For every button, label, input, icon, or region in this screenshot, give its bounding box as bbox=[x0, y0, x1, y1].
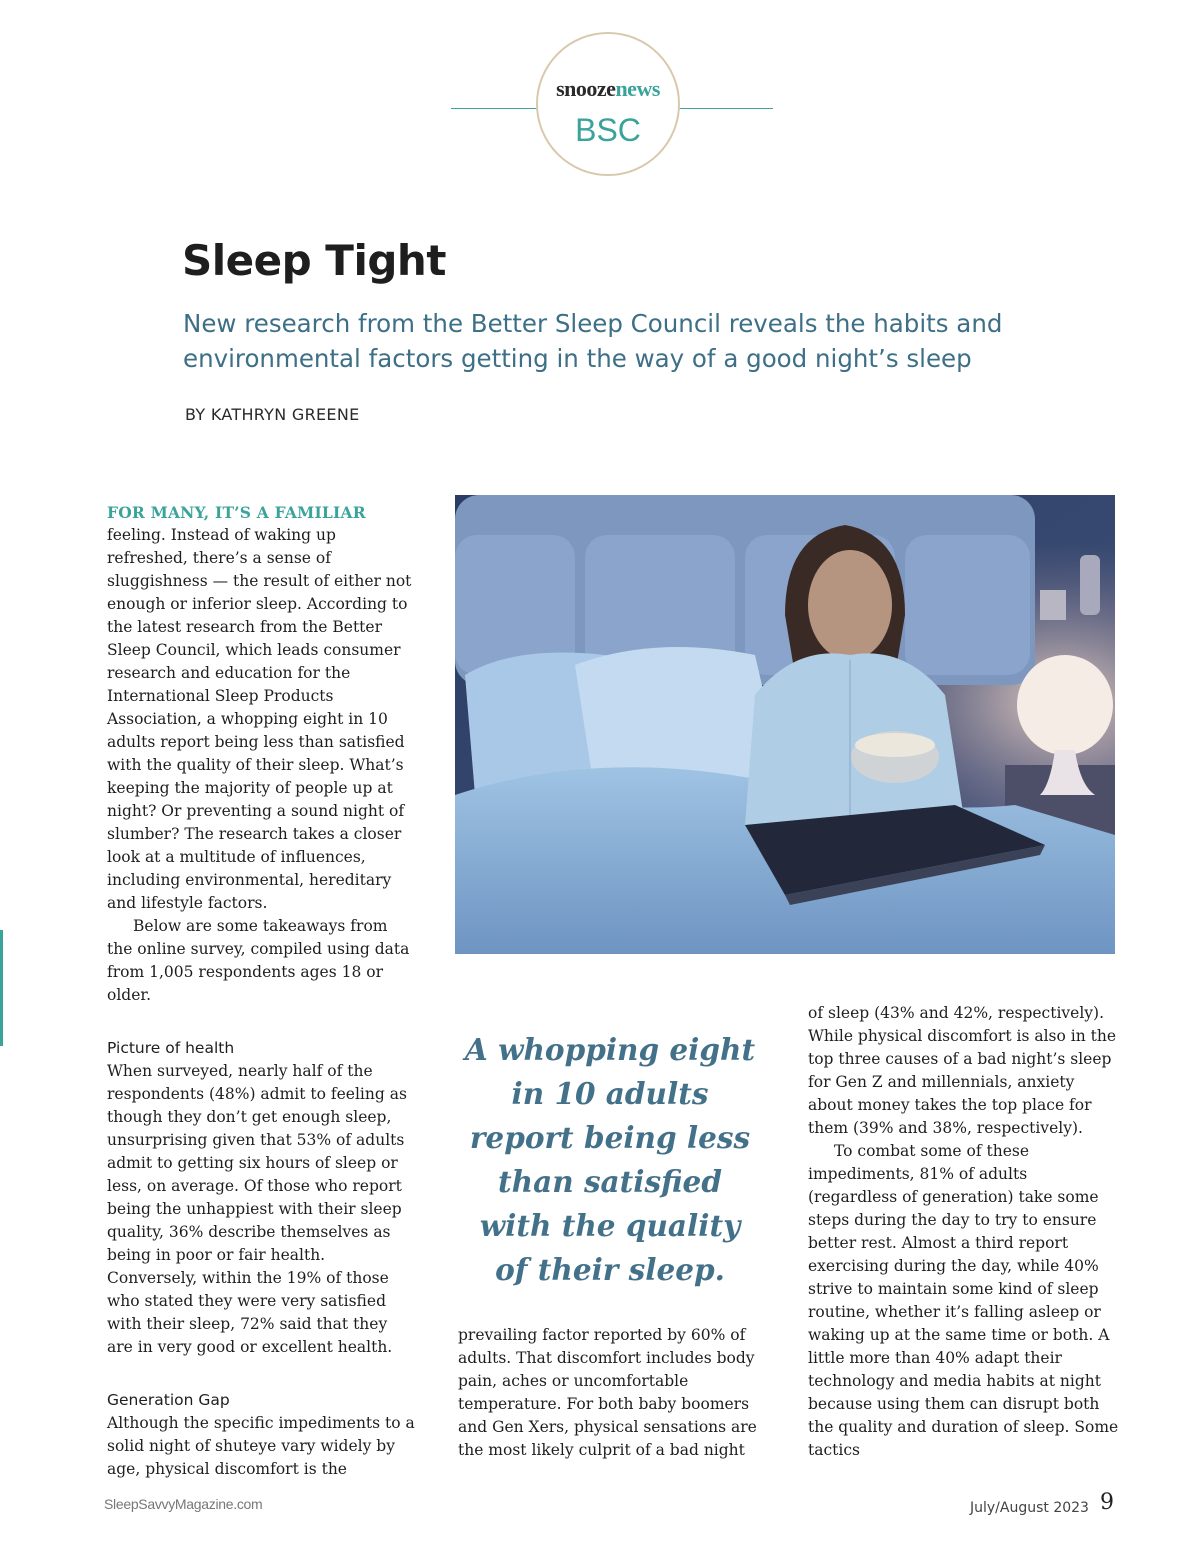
snoozenews-logo bbox=[536, 76, 680, 102]
body-paragraph: Below are some takeaways from the online survey, compiled using data from 1,005 respondents ages 18 or older. bbox=[107, 917, 410, 1004]
logo-bsc: BSC bbox=[575, 112, 641, 148]
body-paragraph: To combat some of these impediments, 81% of adults (regardless of generation) take some steps during the day to try to ensure better rest. Almost a third report exercising during the day, while 40% strive to maintain some kind of sleep routine, whether it’s falling asleep or waking up at the same time or both. A little more than 40% adapt their technology and media habits at night because using them can disrupt both the quality and duration of sleep. Some tactics bbox=[808, 1142, 1119, 1459]
footer-issue: July/August 2023 bbox=[970, 1500, 1089, 1516]
body-paragraph: When surveyed, nearly half of the respondents (48%) admit to feeling as though they don’t get enough sleep, unsurprising given that 53% of adults admit to getting six hours of sleep or less, on average. Of those who report being the unhappiest with their sleep quality, 36% describe themselves as being in poor or fair health. Conversely, within the 19% of those who stated they were very satisfied with their sleep, 72% said that they are in very good or excellent health. bbox=[107, 1062, 407, 1356]
pull-quote: A whopping eight in 10 adults report being less than satisfied with the quality of their sleep. bbox=[464, 1032, 756, 1287]
byline: BY KATHRYN GREENE bbox=[185, 405, 360, 424]
footer-site: SleepSavvyMagazine.com bbox=[104, 1496, 263, 1512]
section-heading-picture-of-health: Picture of health bbox=[107, 1039, 235, 1057]
logo-badge bbox=[536, 32, 680, 176]
section-heading-generation-gap: Generation Gap bbox=[107, 1391, 230, 1409]
body-column-1 bbox=[107, 501, 417, 1481]
page-edge-mark bbox=[0, 930, 3, 1046]
body-paragraph: feeling. Instead of waking up refreshed, there’s a sense of sluggishness — the result of either not enough or inferior sleep. According to the latest research from the Better Sleep Council, which leads consumer research and education for the International Sleep Products Association, a whopping eight in 10 adults report being less than satisfied with the quality of their sleep. What’s keeping the majority of people up at night? Or preventing a sound night of slumber? The research takes a closer look at a multitude of influences, including environmental, hereditary and lifestyle factors. bbox=[107, 526, 412, 912]
body-column-3 bbox=[808, 1002, 1120, 1462]
page-number: 9 bbox=[1100, 1490, 1114, 1515]
body-paragraph: prevailing factor reported by 60% of adults. That discomfort includes body pain, aches or uncomfortable temperature. For both baby boomers and Gen Xers, physical sensations are the most likely culprit of a bad night bbox=[458, 1326, 757, 1459]
body-paragraph: Although the specific impediments to a solid night of shuteye vary widely by age, physical discomfort is the bbox=[107, 1414, 415, 1478]
logo-word-news: news bbox=[615, 76, 660, 101]
article-deck: New research from the Better Sleep Council reveals the habits and environmental factors getting in the way of a good night’s sleep bbox=[183, 309, 1003, 373]
logo-word-snooze: snooze bbox=[556, 76, 616, 101]
body-column-2 bbox=[458, 1324, 768, 1462]
article-title: Sleep Tight bbox=[182, 236, 446, 285]
article-photo bbox=[455, 495, 1115, 954]
lead-in: FOR MANY, IT’S A FAMILIAR bbox=[107, 503, 366, 522]
body-paragraph: of sleep (43% and 42%, respectively). While physical discomfort is also in the top three causes of a bad night’s sleep for Gen Z and millennials, anxiety about money takes the top place for them (39% and 38%, respectively). bbox=[808, 1004, 1116, 1137]
